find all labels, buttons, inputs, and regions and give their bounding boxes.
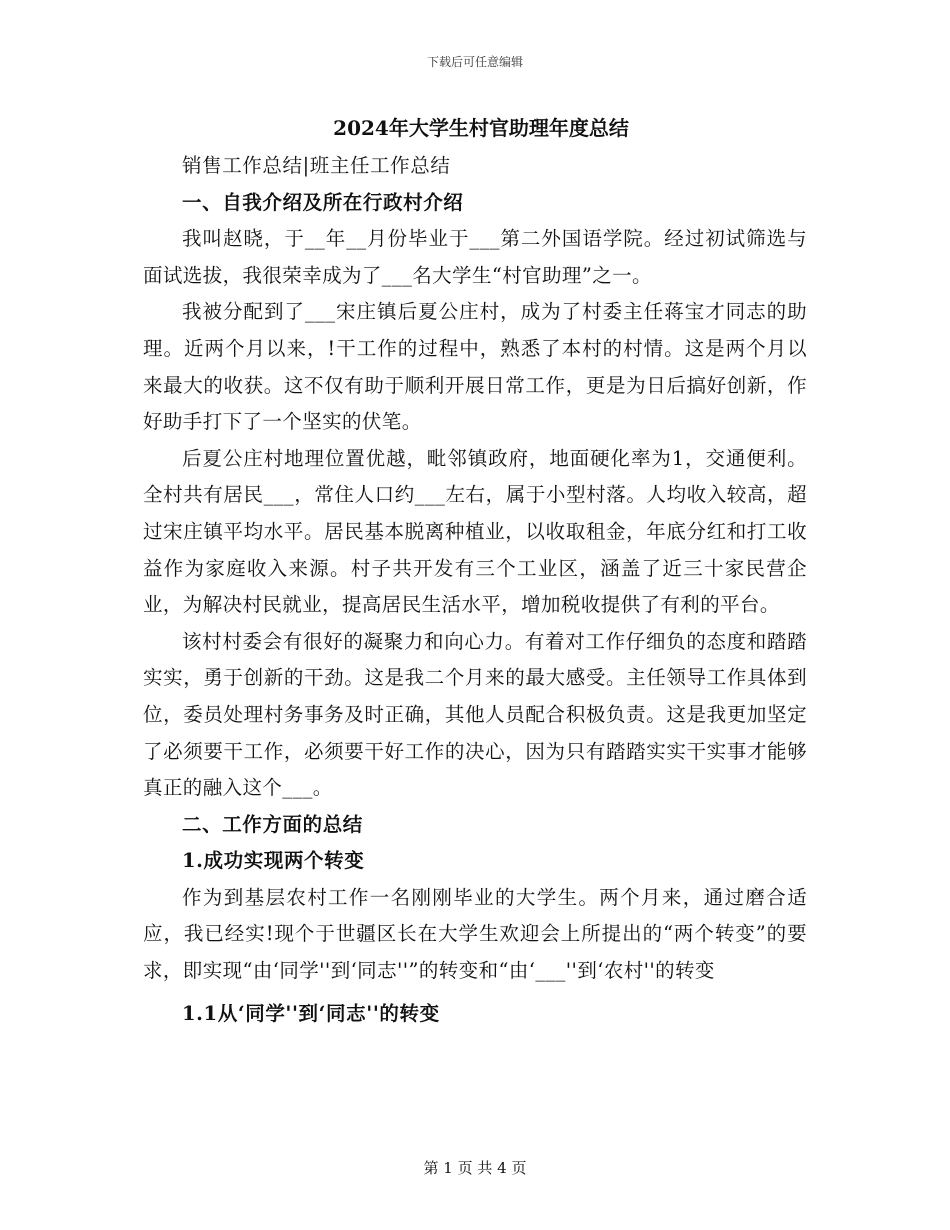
subsection-heading: 1.成功实现两个转变 xyxy=(182,849,365,873)
document-body xyxy=(143,112,807,1032)
section-heading: 二、工作方面的总结 xyxy=(182,812,363,836)
subsection-heading: 1.1从‘同学''到‘同志''的转变 xyxy=(182,1001,440,1025)
document-subtitle: 销售工作总结|班主任工作总结 xyxy=(182,154,451,177)
paragraph: 我叫赵晓，于__年__月份毕业于___第二外国语学院。经过初试筛选与面试选拔，我很荣幸成为了___名大学生“村官助理”之一。 xyxy=(143,227,807,287)
page-header: 下载后可任意编辑 xyxy=(426,55,523,69)
paragraph: 我被分配到了___宋庄镇后夏公庄村，成为了村委主任蒋宝才同志的助理。近两个月以来，!干工作的过程中，熟悉了本村的村情。这是两个月以来最大的收获。这不仅有助于顺利开展日常工作，更是为日后搞好创新，作好助手打下了一个坚实的伏笔。 xyxy=(143,300,807,434)
page-footer: 第 1 页 共 4 页 xyxy=(423,1159,527,1177)
paragraph: 作为到基层农村工作一名刚刚毕业的大学生。两个月来，通过磨合适应，我已经实!现个于世疆区长在大学生欢迎会上所提出的“两个转变”的要求，即实现“由‘同学''到‘同志''”的转变和“由‘___''到‘农村''的转变 xyxy=(143,885,807,983)
paragraph: 该村村委会有很好的凝聚力和向心力。有着对工作仔细负的态度和踏踏实实，勇于创新的干劲。这是我二个月来的最大感受。主任领导工作具体到位，委员处理村务事务及时正确，其他人员配合积极负责。这是我更加坚定了必须要干工作，必须要干好工作的决心，因为只有踏踏实实干实事才能够真正的融入这个___。 xyxy=(143,629,807,800)
document-title: 2024年大学生村官助理年度总结 xyxy=(333,116,629,140)
section-heading: 一、自我介绍及所在行政村介绍 xyxy=(182,190,464,214)
paragraph: 后夏公庄村地理位置优越，毗邻镇政府，地面硬化率为1，交通便利。全村共有居民___，常住人口约___左右，属于小型村落。人均收入较高，超过宋庄镇平均水平。居民基本脱离种植业，以收取租金，年底分红和打工收益作为家庭收入来源。村子共开发有三个工业区，涵盖了近三十家民营企业，为解决村民就业，提高居民生活水平，增加税收提供了有利的平台。 xyxy=(143,446,807,617)
